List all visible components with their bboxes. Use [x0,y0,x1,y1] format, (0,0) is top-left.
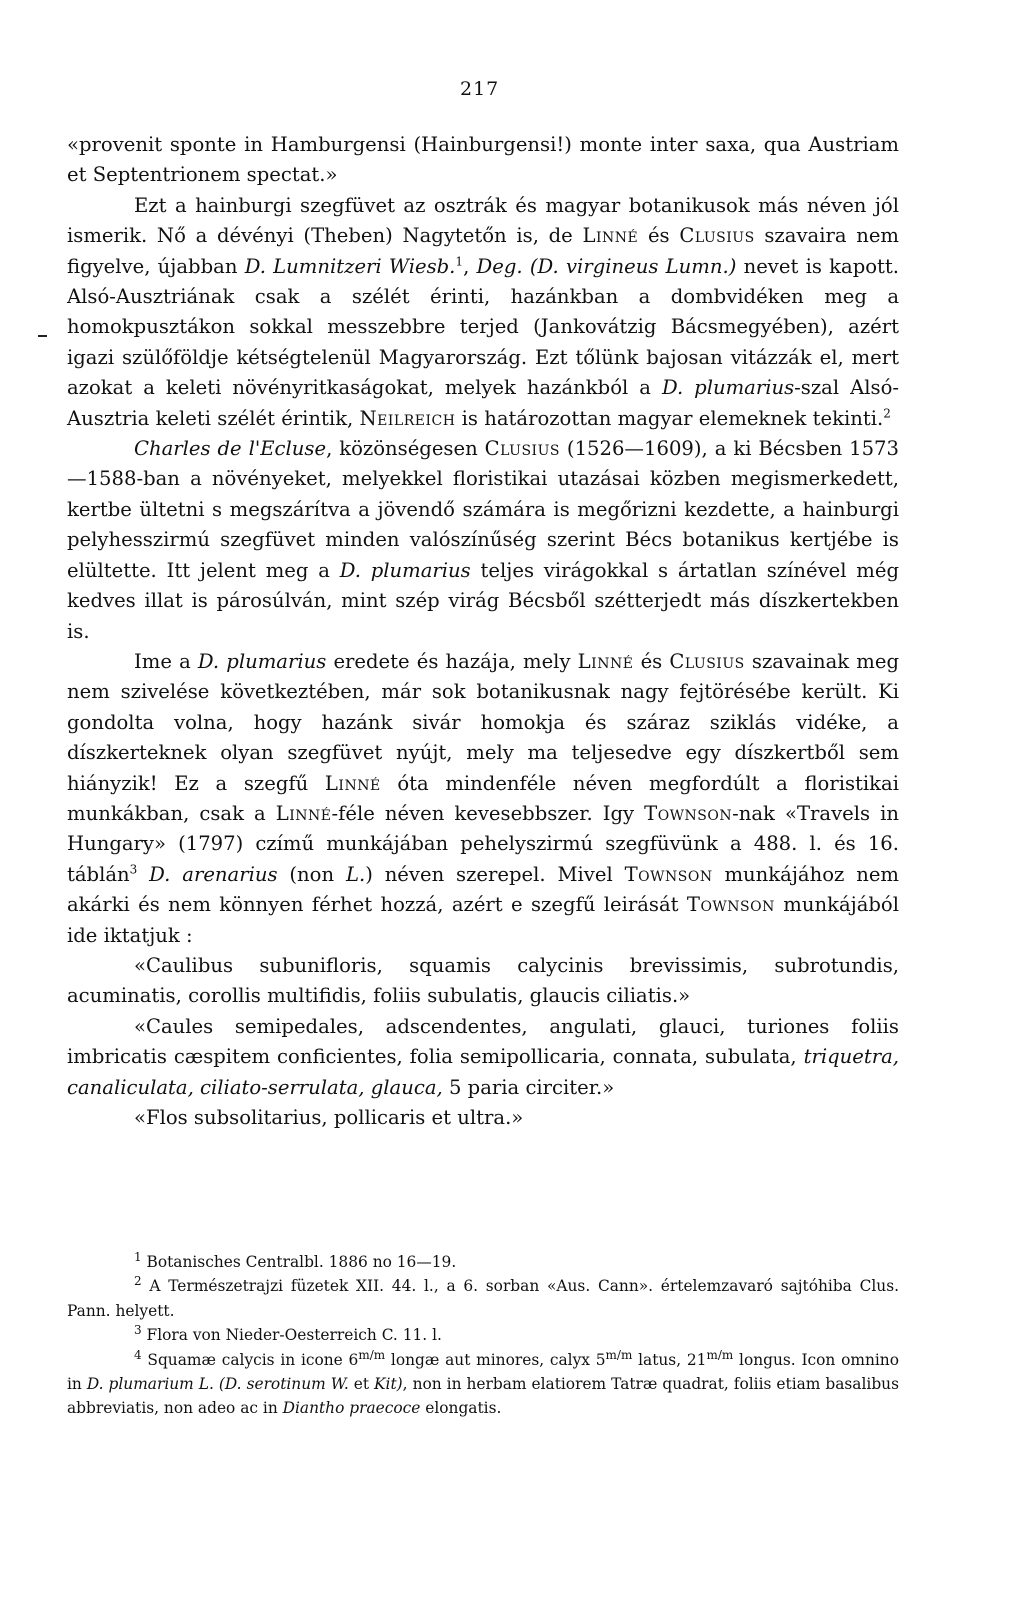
text-run: Squamæ calycis in icone 6 [141,1350,359,1369]
text-run: nevet is kapott. Alsó-Ausztriának csak a szélét érinti, hazánkban a dombvidéken meg a homokpusztákon sokkal messzebbre terjed (Jankovátzig Bácsmegyében), azért igazi szülőföldje kétségtelenül Magyarország. Ezt tőlünk bajosan vitázzák el, mert azokat a keleti növényritkaságokat, melyek hazánkból a [67,254,900,400]
italic-text: D. plumarium L. (D. serotinum W. [86,1375,349,1394]
footnote-ref: 3 [134,1323,142,1338]
small-caps-name: Linné [275,801,332,825]
main-text [67,130,899,1133]
text-run: -féle néven kevesebbszer. Igy [331,801,645,825]
italic-text: D. plumarius [339,558,471,582]
text-run: munkájából ide iktatjuk : [67,893,899,947]
text-run: A Természetrajzi füzetek XII. 44. l., a 6. sorban «Aus. Cann». értelemzavaró sajtóhiba Clus. Pann. helyett. [67,1277,899,1320]
small-caps-name: Neilreich [359,406,456,430]
text-run: et [348,1375,375,1394]
text-run: és [633,649,670,673]
footnote [67,1250,899,1274]
footnote [67,1348,899,1421]
italic-text: L. [345,862,366,886]
italic-text: Diantho praecoce [282,1399,421,1418]
footnote-ref: 3 [129,862,138,877]
small-caps-name: Linné [582,224,639,248]
text-run: , non in herbam elatiorem Tatræ quadrat, foliis etiam basalibus abbreviatis, non adeo ac in [67,1375,899,1418]
text-run: is határozottan magyar elemeknek tekinti. [455,406,884,430]
text-run: óta mindenféle néven megfordúlt a floristikai munkákban, csak a [67,771,899,825]
small-caps-name: Clusius [669,649,745,673]
text-run: latus, 21 [632,1350,707,1369]
italic-text: D. Lumnitzeri Wiesb. [244,254,456,278]
text-run: és [638,224,680,248]
footnote-ref: m/m [358,1347,386,1362]
text-run: -szal Alsó-Ausztria keleti szélét érintik, [67,376,899,430]
text-run: longus. Icon omnino in [67,1350,899,1394]
margin-mark [38,335,47,337]
text-run: munkájához nem akárki és nem könnyen férhet hozzá, azért e szegfű leirását [67,862,899,917]
text-run: «provenit sponte in Hamburgensi (Hainburgensi!) monte inter saxa, qua Austriam et Septentrionem spectat.» [67,133,899,187]
footnote-ref: 1 [455,254,464,269]
text-run: -nak «Travels in Hungary» (1797) czímű munkájában pehelyszirmú szegfüvünk a 488. l. és 16. táblán [67,801,899,886]
small-caps-name: Linné [577,649,634,673]
footnotes [67,1250,899,1421]
italic-text: D. plumarius [661,376,795,400]
text-run: Flora von Nieder-Oesterreich C. 11. l. [141,1326,442,1345]
text-run: Ezt a hainburgi szegfüvet az osztrák és magyar botanikusok más néven jól ismerik. Nő a dévényi (Theben) Nagytetőn is, de [67,193,899,248]
footnote [67,1274,899,1323]
footnote-ref: 2 [883,406,891,421]
paragraph [67,1103,899,1133]
small-caps-name: Townson [644,801,733,825]
text-run: elongatis. [420,1399,502,1418]
italic-text: D. arenarius [149,862,278,886]
small-caps-name: Townson [686,893,775,917]
text-run: szavainak meg nem szivelése következtében, már sok botanikusnak nagy fejtörésébe került. Ki gondolta volna, hogy hazánk sivár homokja és száraz sziklás vidéke, a díszkerteknek olyan szegfüvet nyújt, mely ma teljesedve egy díszkertből sem hiányzik! Ez a szegfű [67,649,900,795]
text-run: 5 paria circiter.» [442,1075,615,1099]
text-run: (non [277,862,346,886]
text-run: «Caulibus subunifloris, squamis calycinis brevissimis, subrotundis, acuminatis, corollis multifidis, foliis subulatis, glaucis ciliatis.» [67,953,899,1008]
footnote-ref: 1 [134,1249,142,1264]
text-run: longæ aut minores, calyx 5 [385,1350,606,1369]
paragraph [67,191,899,434]
text-run: Botanisches Centralbl. 1886 no 16—19. [141,1253,457,1271]
paragraph [67,951,899,1012]
italic-text: D. plumarius [197,649,327,673]
small-caps-name: Clusius [679,224,755,248]
small-caps-name: Linné [324,771,381,795]
text-run: teljes virágokkal s ártatlan színével még kedves illat is párosúlván, mint szép virág Bécsből szétterjedt más díszkertekben is. [67,558,900,643]
footnote [67,1323,899,1347]
text-run: Ime a [134,649,198,673]
italic-text: Deg. (D. virgineus Lumn.) [476,254,737,278]
footnote-ref: 4 [134,1347,142,1362]
text-run: , közönségesen [326,437,485,461]
page-number: 217 [460,78,500,100]
text-run: «Flos subsolitarius, pollicaris et ultra.» [134,1106,524,1129]
footnote-ref: m/m [605,1347,633,1362]
footnote-ref: 2 [134,1274,142,1289]
text-run: eredete és hazája, mely [326,649,578,673]
paragraph [67,434,899,647]
text-run [137,863,149,886]
text-run: ) néven szerepel. Mivel [365,862,625,886]
italic-text: triquetra, canaliculata, ciliato-serrulata, glauca, [67,1045,899,1099]
text-run: szavaira nem figyelve, újabban [67,224,900,278]
small-caps-name: Clusius [484,437,560,461]
text-run: (1526—1609), a ki Bécsben 1573—1588-ban a növényeket, melyekkel floristikai utazásai közben megismerkedett, kertbe ültetni s megszárítva a jövendő számára is megőrizni kezdette, a hainburgi pelyhesszirmú szegfüvet minden valószínűség szerint Bécs botanikus kertjébe is elültette. Itt jelent meg a [67,437,899,582]
italic-text: Charles de l'Ecluse [134,437,327,461]
paragraph [67,647,899,951]
paragraph [67,1012,899,1103]
footnote-ref: m/m [706,1347,734,1362]
italic-text: Kit) [374,1375,403,1394]
text-run: , [463,254,477,278]
small-caps-name: Townson [624,862,713,886]
paragraph [67,130,899,191]
text-run: «Caules semipedales, adscendentes, angulati, glauci, turiones foliis imbricatis cæspitem conficientes, folia semipollicaria, connata, subulata, [67,1014,899,1069]
